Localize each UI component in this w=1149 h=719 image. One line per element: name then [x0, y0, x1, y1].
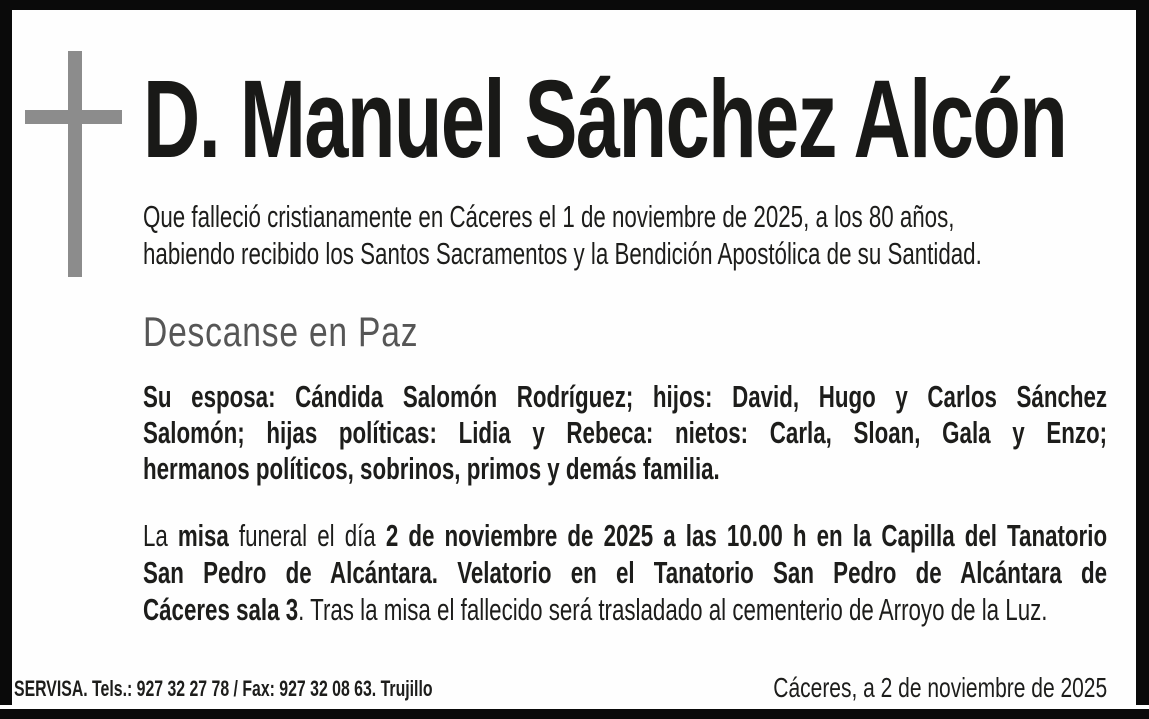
text-line: habiendo recibido los Santos Sacramentos y la Bendición Apostólica de su Santidad. [143, 236, 982, 271]
text-line: Salomón; hijas políticas: Lidia y Rebeca: nietos: Carla, Sloan, Gala y Enzo; [143, 415, 1108, 450]
deceased-name-title: D. Manuel Sánchez Alcón [143, 58, 1067, 181]
funeral-arrangements-paragraph [143, 517, 1107, 628]
text-segment: Cáceres sala 3 [143, 592, 299, 627]
text-line: Su esposa: Cándida Salomón Rodríguez; hijos: David, Hugo y Carlos Sánchez [143, 379, 1108, 414]
family-paragraph [143, 379, 1107, 487]
rest-in-peace-text: Descanse en Paz [143, 308, 419, 355]
text-line: Que falleció cristianamente en Cáceres el 1 de noviembre de 2025, a los 80 años, [143, 199, 955, 234]
text-segment: funeral el día [228, 518, 386, 553]
death-details-paragraph [143, 198, 1107, 272]
place-and-date: Cáceres, a 2 de noviembre de 2025 [773, 672, 1107, 703]
text-segment: San Pedro de Alcántara. Velatorio en el Tanatorio San Pedro de Alcántara de [143, 555, 1108, 590]
text-segment: misa [177, 518, 229, 553]
text-line [143, 517, 1107, 554]
text-line [143, 591, 1107, 628]
text-segment: 2 de noviembre de 2025 a las 10.00 h en la Capilla del Tanatorio [385, 518, 1108, 553]
text-line [143, 554, 1107, 591]
text-segment: La [143, 518, 178, 553]
memorial-cross-horizontal-bar [25, 110, 122, 124]
text-line: hermanos políticos, sobrinos, primos y demás familia. [143, 451, 720, 486]
memorial-cross-vertical-bar [68, 51, 82, 277]
bottom-rule [0, 709, 1149, 719]
funeral-home-contact: SERVISA. Tels.: 927 32 27 78 / Fax: 927 32 08 63. Trujillo [14, 676, 433, 701]
text-segment: . Tras la misa el fallecido será trasladado al cementerio de Arroyo de la Luz. [298, 592, 1048, 627]
